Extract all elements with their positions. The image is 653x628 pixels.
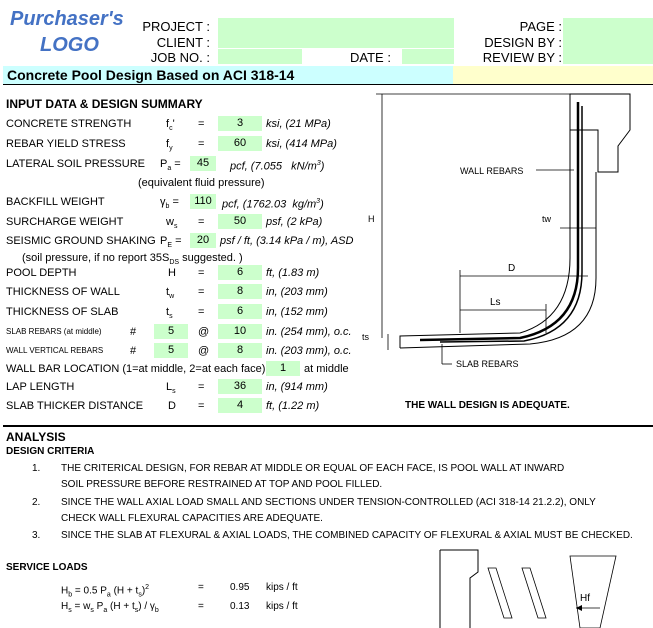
- input-wall-bar-location[interactable]: 1: [266, 361, 300, 376]
- design-adequate-status: THE WALL DESIGN IS ADEQUATE.: [405, 400, 570, 411]
- project-label: PROJECT :: [142, 19, 210, 34]
- sym-pe: $P_E$ =: [160, 235, 182, 250]
- label-slab-thicker: SLAB THICKER DISTANCE: [6, 400, 144, 412]
- sym-fc: $f_c'$: [166, 118, 175, 133]
- hash: #: [130, 345, 137, 357]
- load-hs-unit: kips / ft: [266, 601, 298, 612]
- criteria-num: 3.: [32, 530, 41, 541]
- unit-backfill: pcf, (1762.03 $kg/m^3$): [222, 198, 324, 211]
- hash: #: [130, 326, 137, 338]
- sym-d: D: [168, 400, 176, 412]
- unit-slab-rebar: in. (254 mm), o.c.: [266, 326, 352, 338]
- analysis-title: ANALYSIS: [6, 430, 66, 444]
- load-hs-value: 0.13: [230, 601, 250, 612]
- note-equiv-fluid: (equivalent fluid pressure): [138, 177, 265, 189]
- unit-wall-thickness: in, (203 mm): [266, 286, 328, 298]
- eq: =: [198, 138, 205, 150]
- input-slab-thickness[interactable]: 6: [218, 304, 262, 319]
- wall-bar-location-result: at middle: [304, 363, 349, 375]
- label-wall-bar-location: WALL BAR LOCATION (1=at middle, 2=at each face): [6, 363, 266, 375]
- unit-pool-depth: ft, (1.83 m): [266, 267, 320, 279]
- diagram-h: H: [368, 214, 375, 224]
- jobno-label: JOB NO. :: [150, 50, 210, 65]
- designby-label: DESIGN BY :: [484, 35, 562, 50]
- sym-pa: $P_a$ =: [160, 158, 181, 173]
- unit-slab-thicker: ft, (1.22 m): [266, 400, 320, 412]
- label-slab-thickness: THICKNESS OF SLAB: [6, 306, 119, 318]
- project-field[interactable]: [218, 18, 454, 48]
- criteria-text: SOIL PRESSURE BEFORE RESTRAINED AT TOP AND POOL FILLED.: [61, 479, 383, 490]
- label-lap-length: LAP LENGTH: [6, 381, 75, 393]
- eq: =: [198, 216, 205, 228]
- service-loads-title: SERVICE LOADS: [6, 562, 88, 573]
- reviewby-label: REVIEW BY :: [482, 50, 562, 65]
- label-surcharge: SURCHARGE WEIGHT: [6, 216, 124, 228]
- label-concrete-strength: CONCRETE STRENGTH: [6, 118, 132, 130]
- date-field[interactable]: [402, 49, 454, 64]
- title-bar: [3, 66, 653, 84]
- diagram-slab-rebars: SLAB REBARS: [456, 359, 519, 369]
- input-rebar-yield[interactable]: 60: [218, 136, 262, 151]
- eq: =: [198, 267, 205, 279]
- criteria-text: CHECK WALL FLEXURAL CAPACITIES ARE ADEQUATE.: [61, 513, 323, 524]
- unit-concrete-strength: ksi, (21 MPa): [266, 118, 331, 130]
- input-lateral-soil[interactable]: 45: [190, 156, 216, 171]
- note-soil: (soil pressure, if no report $35S_{DS}$ suggested. ): [22, 252, 243, 267]
- input-slab-thicker[interactable]: 4: [218, 398, 262, 413]
- sym-gamma-b: $\gamma_b$ =: [160, 196, 179, 211]
- unit-lap-length: in, (914 mm): [266, 381, 328, 393]
- page-field[interactable]: [563, 18, 653, 64]
- logo-line2: LOGO: [40, 34, 99, 56]
- criteria-text: SINCE THE WALL AXIAL LOAD SMALL AND SECTIONS UNDER TENSION-CONTROLLED (ACI 318-14 21.2.2), ONLY: [61, 497, 596, 508]
- diagram-tw: tw: [542, 214, 551, 224]
- load-hs-formula: $H_s = w_s$ $P_a$ $(H + t_s) / \gamma_b$: [61, 601, 159, 614]
- at: @: [198, 345, 210, 357]
- hf-label: Hf: [580, 593, 590, 604]
- sym-ws: $w_s$: [166, 216, 178, 231]
- label-slab-rebars: SLAB REBARS (at middle): [6, 327, 102, 336]
- label-rebar-yield: REBAR YIELD STRESS: [6, 138, 126, 150]
- unit-wall-rebar: in. (203 mm), o.c.: [266, 345, 352, 357]
- page-title: Concrete Pool Design Based on ACI 318-14: [7, 67, 295, 83]
- input-wall-rebar-size[interactable]: 5: [154, 343, 188, 358]
- eq: =: [198, 582, 204, 593]
- input-lap-length[interactable]: 36: [218, 379, 262, 394]
- label-lateral-soil: LATERAL SOIL PRESSURE: [6, 158, 145, 170]
- eq: =: [198, 381, 205, 393]
- label-pool-depth: POOL DEPTH: [6, 267, 77, 279]
- input-section-title: INPUT DATA & DESIGN SUMMARY: [6, 97, 203, 111]
- diagram-d: D: [508, 263, 516, 274]
- input-surcharge[interactable]: 50: [218, 214, 262, 229]
- client-label: CLIENT :: [156, 35, 210, 50]
- label-wall-thickness: THICKNESS OF WALL: [6, 286, 120, 298]
- load-hb-formula: $H_b = 0.5$ $P_a$ $(H + t_s)^2$: [61, 584, 150, 599]
- input-pool-depth[interactable]: 6: [218, 265, 262, 280]
- sym-ls: $L_s$: [166, 381, 176, 396]
- input-backfill[interactable]: 110: [190, 194, 216, 209]
- eq: =: [198, 286, 205, 298]
- criteria-num: 2.: [32, 497, 41, 508]
- input-slab-rebar-spacing[interactable]: 10: [218, 324, 262, 339]
- criteria-num: 1.: [32, 463, 41, 474]
- diagram-ts: ts: [362, 332, 370, 342]
- date-label: DATE :: [350, 50, 391, 65]
- criteria-title: DESIGN CRITERIA: [6, 446, 95, 457]
- criteria-text: SINCE THE SLAB AT FLEXURAL & AXIAL LOADS, THE COMBINED CAPACITY OF FLEXURAL & AXIAL MUST BE CHECKED.: [61, 530, 633, 541]
- input-seismic[interactable]: 20: [190, 233, 216, 248]
- load-hb-unit: kips / ft: [266, 582, 298, 593]
- eq: =: [198, 601, 204, 612]
- unit-slab-thickness: in, (152 mm): [266, 306, 328, 318]
- eq: =: [198, 400, 205, 412]
- pool-section-diagram: [360, 88, 653, 378]
- sym-tw: $t_w$: [166, 286, 175, 301]
- unit-rebar-yield: ksi, (414 MPa): [266, 138, 337, 150]
- sym-h: H: [168, 267, 176, 279]
- label-wall-rebars: WALL VERTICAL REBARS: [6, 346, 104, 355]
- at: @: [198, 326, 210, 338]
- input-wall-thickness[interactable]: 8: [218, 284, 262, 299]
- unit-lateral-soil: pcf, (7.055 $kN/m^3$): [230, 160, 325, 173]
- criteria-text: THE CRITERICAL DESIGN, FOR REBAR AT MIDDLE OR EQUAL OF EACH FACE, IS POOL WALL AT INWARD: [61, 463, 565, 474]
- input-wall-rebar-spacing[interactable]: 8: [218, 343, 262, 358]
- input-concrete-strength[interactable]: 3: [218, 116, 262, 131]
- sym-ts: $t_s$: [166, 306, 173, 321]
- diagram-ls: Ls: [490, 297, 501, 308]
- unit-surcharge: psf, (2 kPa): [266, 216, 323, 228]
- label-backfill: BACKFILL WEIGHT: [6, 196, 105, 208]
- jobno-field[interactable]: [218, 49, 302, 64]
- eq: =: [198, 306, 205, 318]
- logo-line1: Purchaser's: [10, 8, 124, 30]
- input-slab-rebar-size[interactable]: 5: [154, 324, 188, 339]
- diagram-wall-rebars: WALL REBARS: [460, 166, 524, 176]
- eq: =: [198, 118, 205, 130]
- page-label: PAGE :: [519, 19, 562, 34]
- unit-seismic: psf / ft, (3.14 kPa / m), ASD: [220, 235, 354, 247]
- label-seismic: SEISMIC GROUND SHAKING: [6, 235, 156, 247]
- service-load-diagram: [430, 548, 653, 628]
- load-hb-value: 0.95: [230, 582, 250, 593]
- sym-fy: $f_y$: [166, 138, 173, 153]
